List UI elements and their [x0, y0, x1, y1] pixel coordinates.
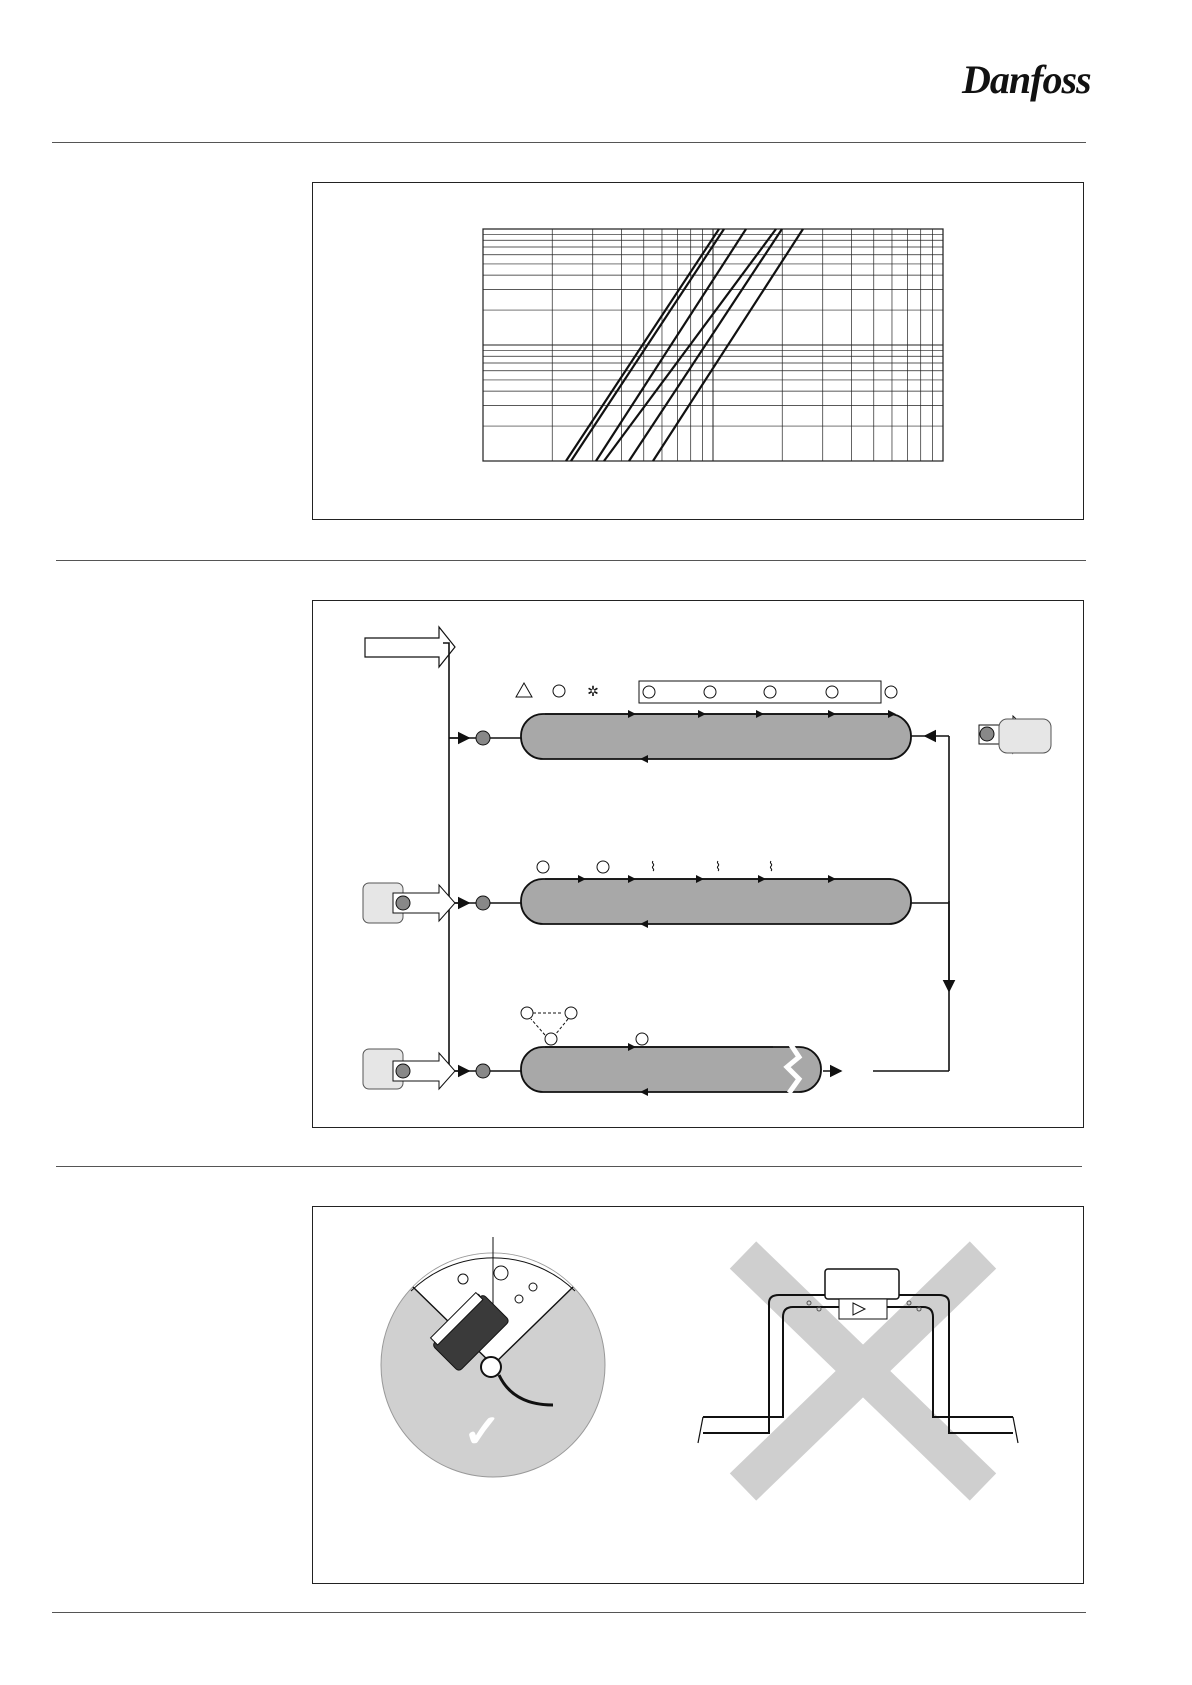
input-bus-line: [443, 643, 481, 1071]
incorrect-mounting: [698, 1255, 1018, 1487]
logo-wordmark: Danfoss: [962, 57, 1091, 102]
forward-button-hand-1: [363, 883, 455, 923]
power-input-arrow: [365, 627, 455, 667]
row2-loop-bar: [521, 879, 911, 924]
setting-icon-3: [537, 861, 549, 873]
back-button-hand: [979, 716, 1051, 753]
row1-group-box: [639, 681, 881, 703]
mounted-sensor-body: [839, 1299, 887, 1319]
menu-row-3: [363, 1007, 821, 1093]
chart-panel: [312, 182, 1084, 520]
timer-icon-3: [636, 1033, 648, 1045]
menu-row-2: [363, 859, 911, 924]
list-icon-1: [704, 686, 716, 698]
correct-mounting: [381, 1237, 605, 1477]
setting-icon-4: [521, 1007, 533, 1019]
row1-loop-bar: [521, 714, 911, 759]
setting-icon-1: [643, 686, 655, 698]
bottom-rule: [52, 1612, 1086, 1613]
snowflake-icon: ✲: [587, 683, 599, 699]
chart-horizontal-grid: [483, 229, 943, 461]
forward-button-hand-2: [363, 1049, 455, 1089]
row1-entry-button-icon: [476, 731, 490, 745]
danfoss-logo: [962, 52, 1091, 104]
thermometer-icon-2: ⌇: [714, 859, 722, 874]
row3-entry-button-icon: [476, 1064, 490, 1078]
section-rule-2: [56, 1166, 1082, 1167]
list-icon-2: [826, 686, 838, 698]
row3-loop-bar: [521, 1047, 821, 1092]
mounting-illustration: [313, 1207, 1083, 1583]
flame-icon: [553, 685, 565, 697]
forward-button-icon-2: [396, 1064, 410, 1078]
row2-entry-button-icon: [476, 896, 490, 910]
forward-button-icon-1: [396, 896, 410, 910]
check-icon: ✓: [463, 1405, 502, 1457]
loglog-chart: [313, 183, 1083, 519]
top-rule: [52, 142, 1086, 143]
warning-icon: [516, 683, 532, 697]
menu-diagram: [313, 601, 1083, 1127]
menu-diagram-panel: [312, 600, 1084, 1128]
section-rule-1: [56, 560, 1086, 561]
timer-icon-1: [885, 686, 897, 698]
sensor-connector: [481, 1357, 501, 1377]
mounted-sensor-top: [825, 1269, 899, 1299]
setting-icon-2: [764, 686, 776, 698]
list-icon-4: [565, 1007, 577, 1019]
back-button-icon: [980, 727, 994, 741]
thermometer-icon-1: ⌇: [649, 859, 657, 874]
mounting-panel: [312, 1206, 1084, 1584]
list-icon-3: [597, 861, 609, 873]
thermometer-icon-3: ⌇: [767, 859, 775, 874]
menu-row-1: [476, 681, 929, 759]
